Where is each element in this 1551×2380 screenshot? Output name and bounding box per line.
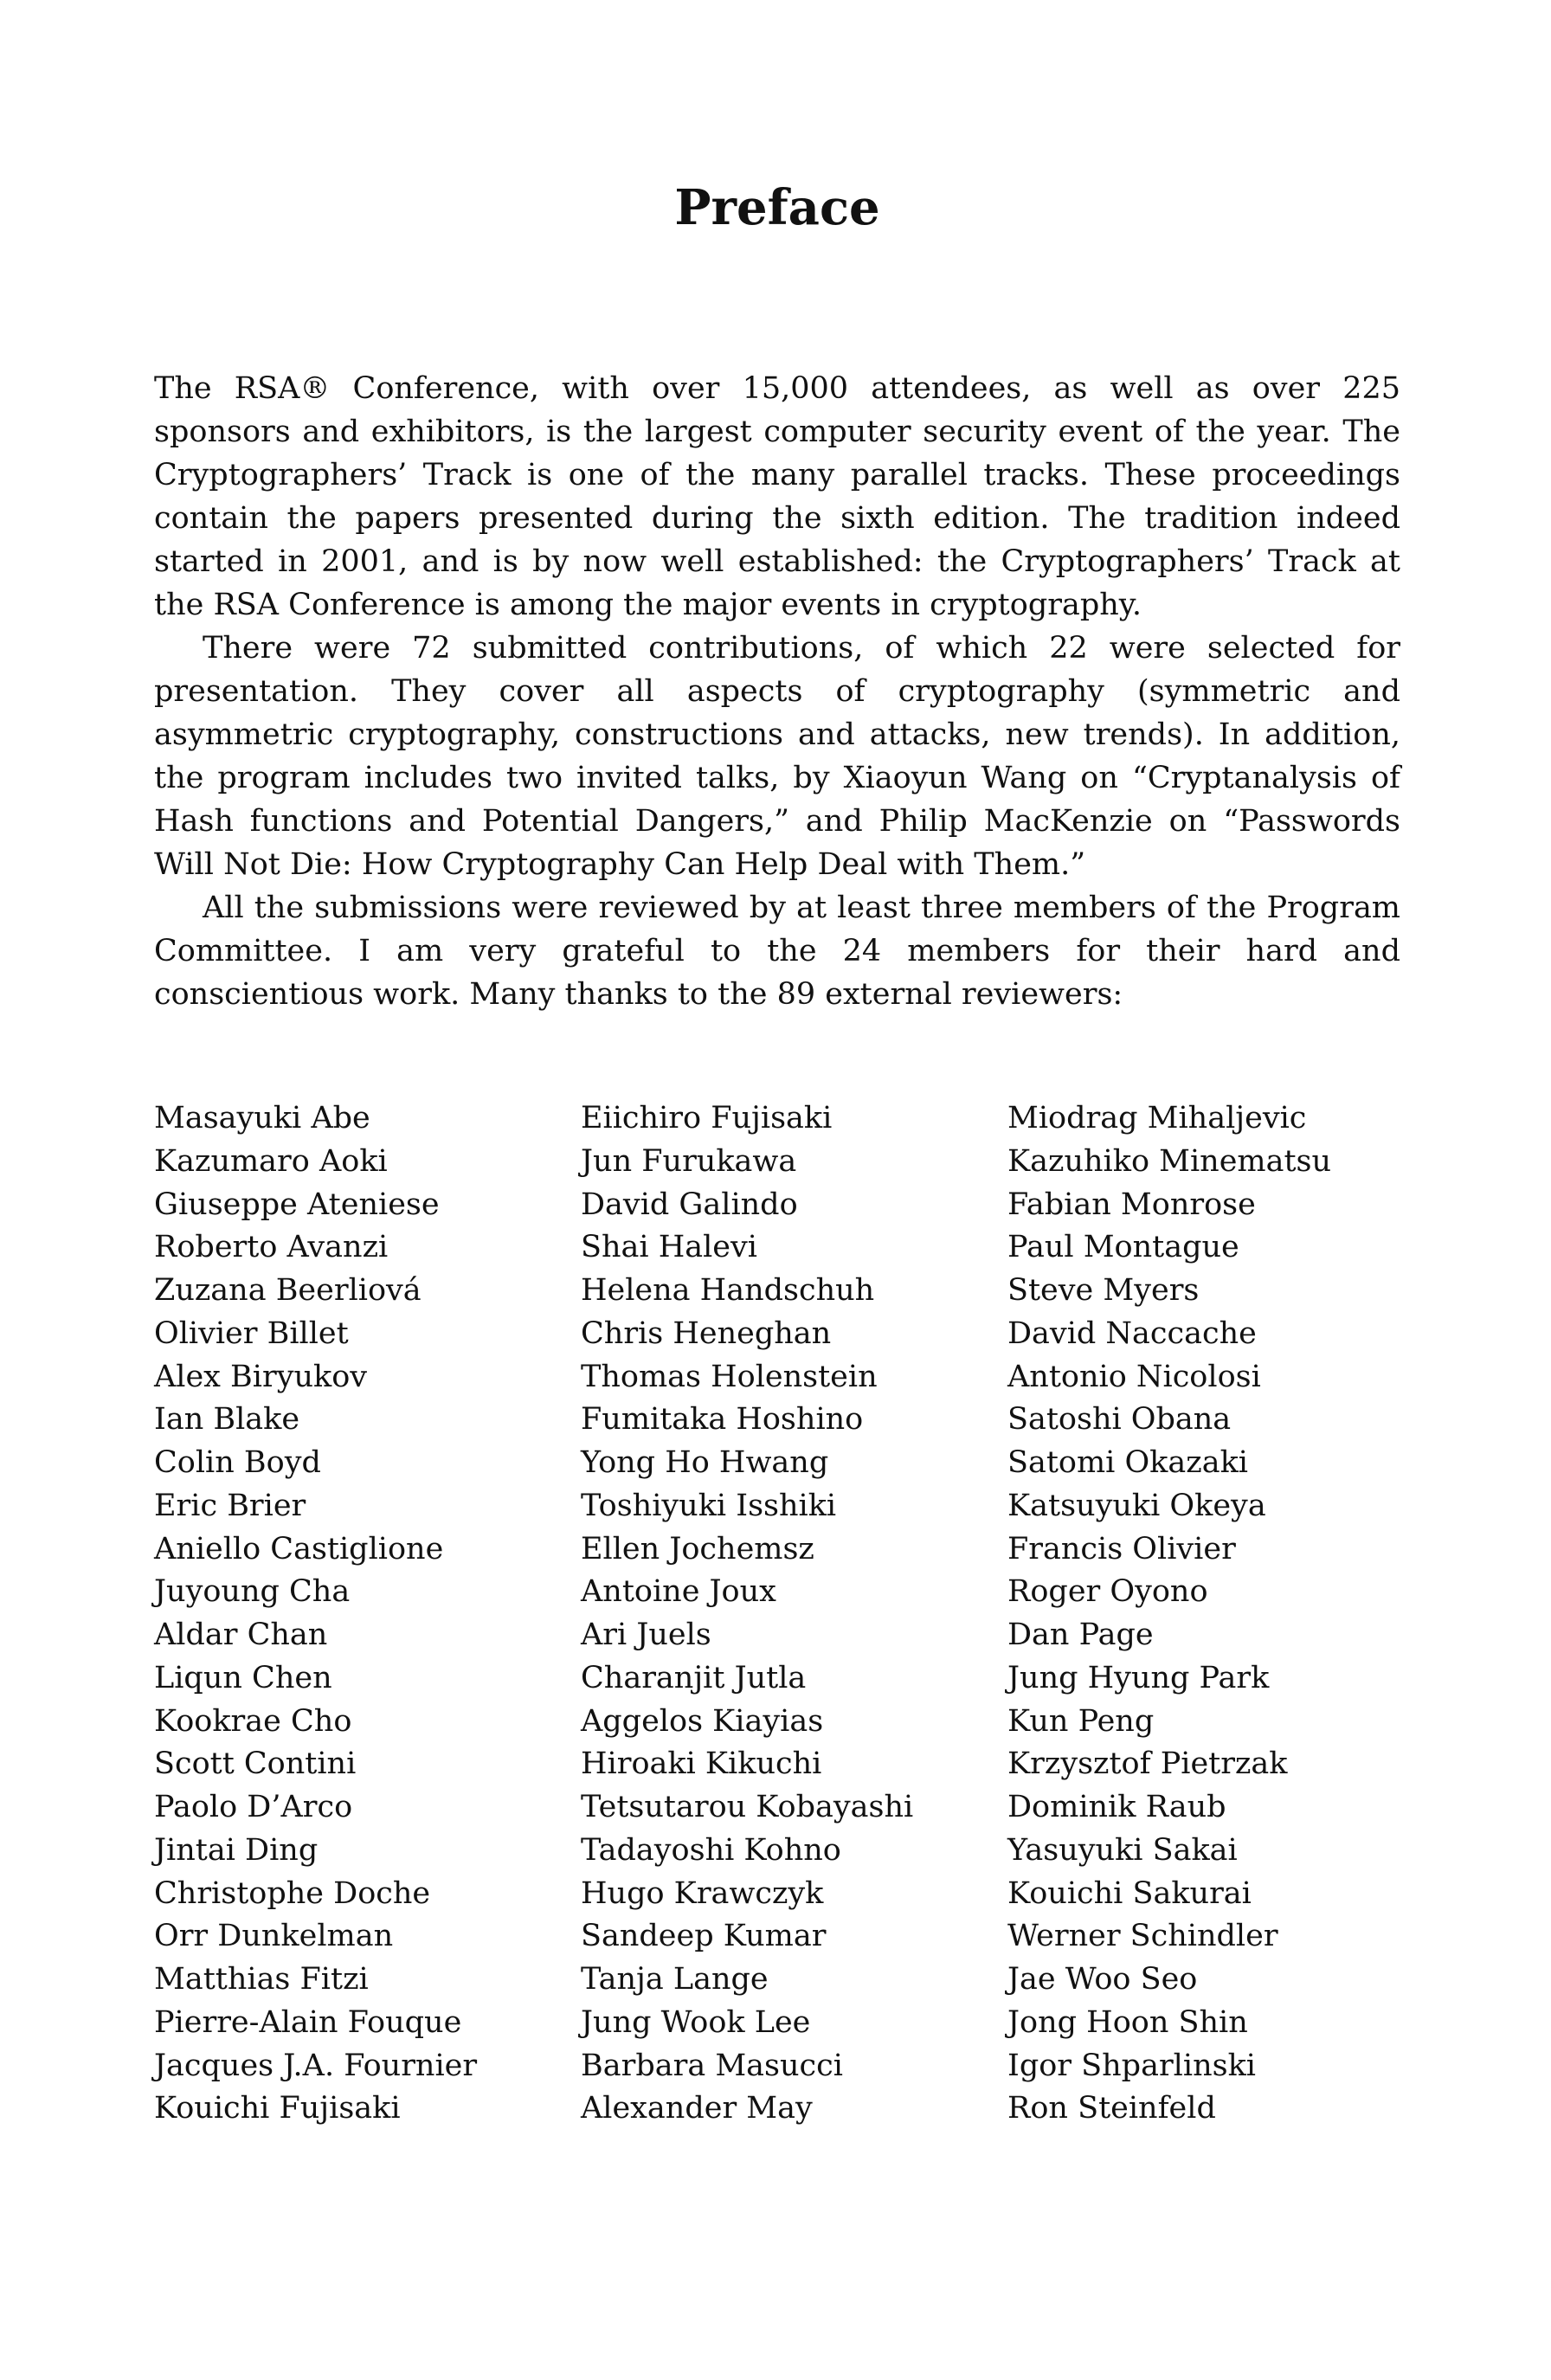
reviewer-name: Helena Handschuh xyxy=(581,1273,875,1308)
reviewer-name: Paolo D’Arco xyxy=(154,1790,353,1824)
reviewer-name: Christophe Doche xyxy=(154,1875,431,1911)
reviewer-name: Tanja Lange xyxy=(581,1962,769,1997)
reviewer-name: Masayuki Abe xyxy=(154,1101,370,1135)
reviewer-name: Miodrag Mihaljevic xyxy=(1007,1101,1307,1135)
reviewer-name: Roberto Avanzi xyxy=(154,1230,389,1265)
reviewer-name: Jae Woo Seo xyxy=(1007,1962,1198,1997)
reviewer-name: Antonio Nicolosi xyxy=(1007,1359,1261,1394)
reviewer-name: Jung Wook Lee xyxy=(581,2004,811,2040)
reviewer-name: Kouichi Fujisaki xyxy=(154,2091,401,2126)
reviewer-name: Shai Halevi xyxy=(581,1230,757,1265)
reviewer-name: Hugo Krawczyk xyxy=(581,1875,824,1911)
reviewer-name: Jun Furukawa xyxy=(581,1143,797,1179)
reviewer-name: Jacques J.A. Fournier xyxy=(154,2048,478,2083)
reviewer-name: Jung Hyung Park xyxy=(1007,1660,1270,1695)
reviewer-name: Toshiyuki Isshiki xyxy=(581,1488,837,1523)
reviewer-name: Scott Contini xyxy=(154,1746,357,1782)
paragraph: The RSA® Conference, with over 15,000 attendees, as well as over 225 sponsors and exhibitors, is the largest computer security event of the year. The Cryptographers’ Track is one of the many parallel tracks. These proceedings contain the papers presented during the sixth edition. The tradition indeed started in 2001, and is by now well established: the Cryptographers’ Track at the RSA Conference is among the major events in cryptography. xyxy=(154,371,1400,622)
reviewer-name: Dominik Raub xyxy=(1007,1790,1226,1824)
reviewer-name: Werner Schindler xyxy=(1007,1919,1278,1954)
reviewer-name: Satoshi Obana xyxy=(1007,1402,1232,1438)
reviewers-column-3 xyxy=(1007,1097,1406,2131)
page-title: Preface xyxy=(674,179,880,236)
reviewer-name: Fabian Monrose xyxy=(1007,1187,1256,1222)
reviewer-name: Kookrae Cho xyxy=(154,1703,352,1739)
reviewer-name: Giuseppe Ateniese xyxy=(154,1187,440,1222)
reviewer-name: Barbara Masucci xyxy=(581,2048,843,2083)
reviewer-name: Pierre-Alain Fouque xyxy=(154,2004,462,2040)
reviewer-name: Paul Montague xyxy=(1007,1230,1239,1265)
reviewer-name: Katsuyuki Okeya xyxy=(1007,1488,1266,1523)
reviewer-name: Ian Blake xyxy=(154,1402,300,1438)
reviewer-name: Liqun Chen xyxy=(154,1660,332,1695)
reviewer-name: Yasuyuki Sakai xyxy=(1007,1832,1238,1868)
reviewer-name: Aniello Castiglione xyxy=(154,1531,444,1566)
reviewer-name: Jintai Ding xyxy=(154,1832,319,1868)
reviewer-name: Alexander May xyxy=(581,2091,813,2126)
paragraph: There were 72 submitted contributions, of which 22 were selected for presentation. They cover all aspects of cryptography (symmetric and asymmetric cryptography, constructions and attacks, new trends). In addition, the program includes two invited talks, by Xiaoyun Wang on “Cryptanalysis of Hash functions and Potential Dangers,” and Philip MacKenzie on “Passwords Will Not Die: How Cryptography Can Help Deal with Them.” xyxy=(154,631,1400,882)
reviewer-name: Yong Ho Hwang xyxy=(581,1445,829,1480)
reviewer-name: Eric Brier xyxy=(154,1488,306,1523)
reviewer-name: Fumitaka Hoshino xyxy=(581,1402,864,1438)
reviewer-name: Igor Shparlinski xyxy=(1007,2048,1256,2083)
external-reviewers-list xyxy=(154,1097,1400,2162)
reviewer-name: Hiroaki Kikuchi xyxy=(581,1746,822,1782)
reviewer-name: Kazuhiko Minematsu xyxy=(1007,1143,1332,1179)
paragraph: All the submissions were reviewed by at least three members of the Program Committee. I am very grateful to the 24 members for their hard and conscientious work. Many thanks to the 89 external reviewers: xyxy=(154,891,1400,1012)
reviewer-name: Orr Dunkelman xyxy=(154,1919,394,1954)
reviewer-name: Krzysztof Pietrzak xyxy=(1007,1746,1288,1782)
reviewer-name: David Galindo xyxy=(581,1187,798,1222)
reviewer-name: Charanjit Jutla xyxy=(581,1660,807,1695)
reviewer-name: Ron Steinfeld xyxy=(1007,2091,1216,2126)
reviewer-name: Matthias Fitzi xyxy=(154,1962,369,1997)
reviewer-name: Francis Olivier xyxy=(1007,1531,1236,1566)
reviewer-name: Steve Myers xyxy=(1007,1273,1200,1308)
reviewer-name: Dan Page xyxy=(1007,1618,1154,1652)
reviewer-name: Kouichi Sakurai xyxy=(1007,1875,1252,1911)
reviewer-name: Chris Heneghan xyxy=(581,1315,832,1351)
reviewers-column-2 xyxy=(581,1097,979,2131)
reviewer-name: David Naccache xyxy=(1007,1315,1257,1351)
reviewer-name: Juyoung Cha xyxy=(154,1574,351,1610)
reviewer-name: Thomas Holenstein xyxy=(581,1359,878,1394)
reviewer-name: Zuzana Beerliová xyxy=(154,1273,422,1308)
reviewer-name: Ari Juels xyxy=(581,1618,711,1652)
reviewer-name: Alex Biryukov xyxy=(154,1359,368,1394)
reviewer-name: Ellen Jochemsz xyxy=(581,1531,814,1566)
reviewer-name: Tadayoshi Kohno xyxy=(581,1832,841,1868)
reviewer-name: Kun Peng xyxy=(1007,1703,1155,1739)
reviewer-name: Roger Oyono xyxy=(1007,1574,1208,1610)
reviewer-name: Sandeep Kumar xyxy=(581,1919,827,1954)
reviewer-name: Jong Hoon Shin xyxy=(1007,2004,1248,2040)
reviewer-name: Colin Boyd xyxy=(154,1445,321,1480)
reviewer-name: Antoine Joux xyxy=(581,1574,776,1610)
reviewer-name: Eiichiro Fujisaki xyxy=(581,1101,833,1135)
reviewers-column-1 xyxy=(154,1097,552,2131)
reviewer-name: Satomi Okazaki xyxy=(1007,1445,1248,1480)
reviewer-name: Aggelos Kiayias xyxy=(581,1703,824,1739)
preface-body xyxy=(154,367,1400,1016)
reviewer-name: Kazumaro Aoki xyxy=(154,1143,388,1179)
reviewer-name: Aldar Chan xyxy=(154,1618,328,1652)
reviewer-name: Olivier Billet xyxy=(154,1315,349,1351)
reviewer-name: Tetsutarou Kobayashi xyxy=(581,1790,914,1824)
